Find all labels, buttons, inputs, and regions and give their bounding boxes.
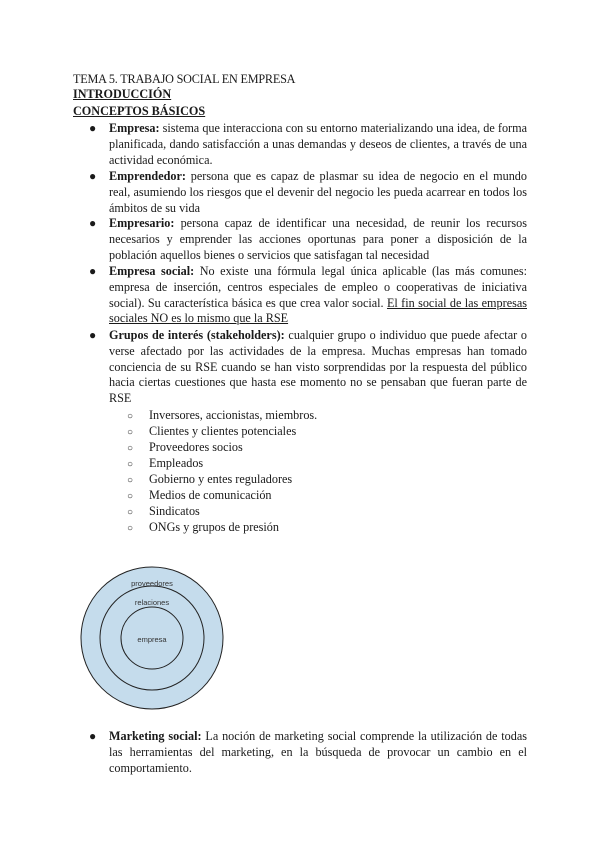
sub-item xyxy=(127,520,279,537)
bullet-term: Grupos de interés (stakeholders): xyxy=(109,328,285,342)
bullet-dot-icon: ● xyxy=(89,729,97,743)
sub-item-label: Medios de comunicación xyxy=(149,488,272,502)
hollow-bullet-icon: ○ xyxy=(127,491,134,502)
bullet-term: Empresario: xyxy=(109,216,175,230)
bullet-term: Empresa social: xyxy=(109,264,195,278)
sub-item xyxy=(127,408,317,425)
hollow-bullet-icon: ○ xyxy=(127,443,134,454)
bullet-text: cualquier grupo o individuo que puede afectar o verse afectado por las actividades de la empresa. Muchas empresas han tomado conciencia de su RSE cuando se han visto sorprendidas por la respuesta del público hacia ciertas cuestiones que hasta ese momento no se pensaban que fueran parte de RSE xyxy=(109,328,527,406)
bullet-dot-icon: ● xyxy=(89,264,97,278)
bullet-dot-icon: ● xyxy=(89,216,97,230)
bullet-term: Marketing social: xyxy=(109,729,202,743)
sub-item xyxy=(127,504,200,521)
inner-label: empresa xyxy=(137,635,167,644)
sub-item-label: Proveedores socios xyxy=(149,440,243,454)
sub-item-label: Clientes y clientes potenciales xyxy=(149,424,297,438)
bullet-text: La noción de marketing social comprende la utilización de todas las herramientas del marketing, en la búsqueda de provocar un cambio en el comportamiento. xyxy=(109,729,527,775)
bullet-dot-icon: ● xyxy=(89,328,97,342)
sub-item xyxy=(127,424,296,441)
sub-item xyxy=(127,440,243,457)
bullet-text: sistema que interacciona con su entorno materializando una idea, de forma planificada, dando satisfacción a unas demandas y deseos de clientes, a través de una actividad económica. xyxy=(109,121,527,167)
sub-item xyxy=(127,472,292,489)
sub-item xyxy=(127,488,272,505)
hollow-bullet-icon: ○ xyxy=(127,475,134,486)
document-title: TEMA 5. TRABAJO SOCIAL EN EMPRESA xyxy=(73,72,296,86)
bullet-grupos-de-interes xyxy=(89,328,527,407)
bullet-text: persona capaz de identificar una necesidad, de reunir los recursos necesarios y emprender las acciones oportunas para poner a disposición de la población aquellos bienes o servicios que satisfagan tal necesidad xyxy=(109,216,527,262)
outer-label: proveedores xyxy=(131,579,173,588)
bullet-term: Emprendedor: xyxy=(109,169,186,183)
hollow-bullet-icon: ○ xyxy=(127,411,134,422)
bullet-marketing-social xyxy=(89,729,527,776)
bullet-emprendedor xyxy=(89,169,527,216)
heading-conceptos-basicos: CONCEPTOS BÁSICOS xyxy=(73,104,206,118)
bullet-dot-icon: ● xyxy=(89,169,97,183)
stakeholder-circles-diagram xyxy=(79,565,225,711)
bullet-term: Empresa: xyxy=(109,121,160,135)
bullet-empresario xyxy=(89,216,527,263)
bullet-text: No existe una fórmula legal única aplicable (las más comunes: empresa de inserción, centros especiales de empleo o cooperativas de iniciativa social). Su característica básica es que crea valor social. xyxy=(109,264,527,310)
hollow-bullet-icon: ○ xyxy=(127,459,134,470)
bullet-dot-icon: ● xyxy=(89,121,97,135)
heading-introduccion: INTRODUCCIÓN xyxy=(73,87,172,101)
hollow-bullet-icon: ○ xyxy=(127,507,134,518)
bullet-empresa xyxy=(89,121,527,168)
bullet-empresa-social xyxy=(89,264,527,327)
sub-item-label: Empleados xyxy=(149,456,204,470)
sub-item-label: Inversores, accionistas, miembros. xyxy=(149,408,318,422)
sub-item-label: ONGs y grupos de presión xyxy=(149,520,279,534)
middle-label: relaciones xyxy=(134,598,170,607)
hollow-bullet-icon: ○ xyxy=(127,427,134,438)
hollow-bullet-icon: ○ xyxy=(127,523,134,534)
bullet-text: persona que es capaz de plasmar su idea de negocio en el mundo real, asumiendo los riesgos que el devenir del negocio les pueda acarrear en todos los ámbitos de su vida xyxy=(109,169,527,215)
bullet-underlined-text: El fin social de las empresas sociales NO es lo mismo que la RSE xyxy=(109,295,527,326)
sub-item-label: Gobierno y entes reguladores xyxy=(149,472,293,486)
sub-item xyxy=(127,456,203,473)
sub-item-label: Sindicatos xyxy=(149,504,200,518)
